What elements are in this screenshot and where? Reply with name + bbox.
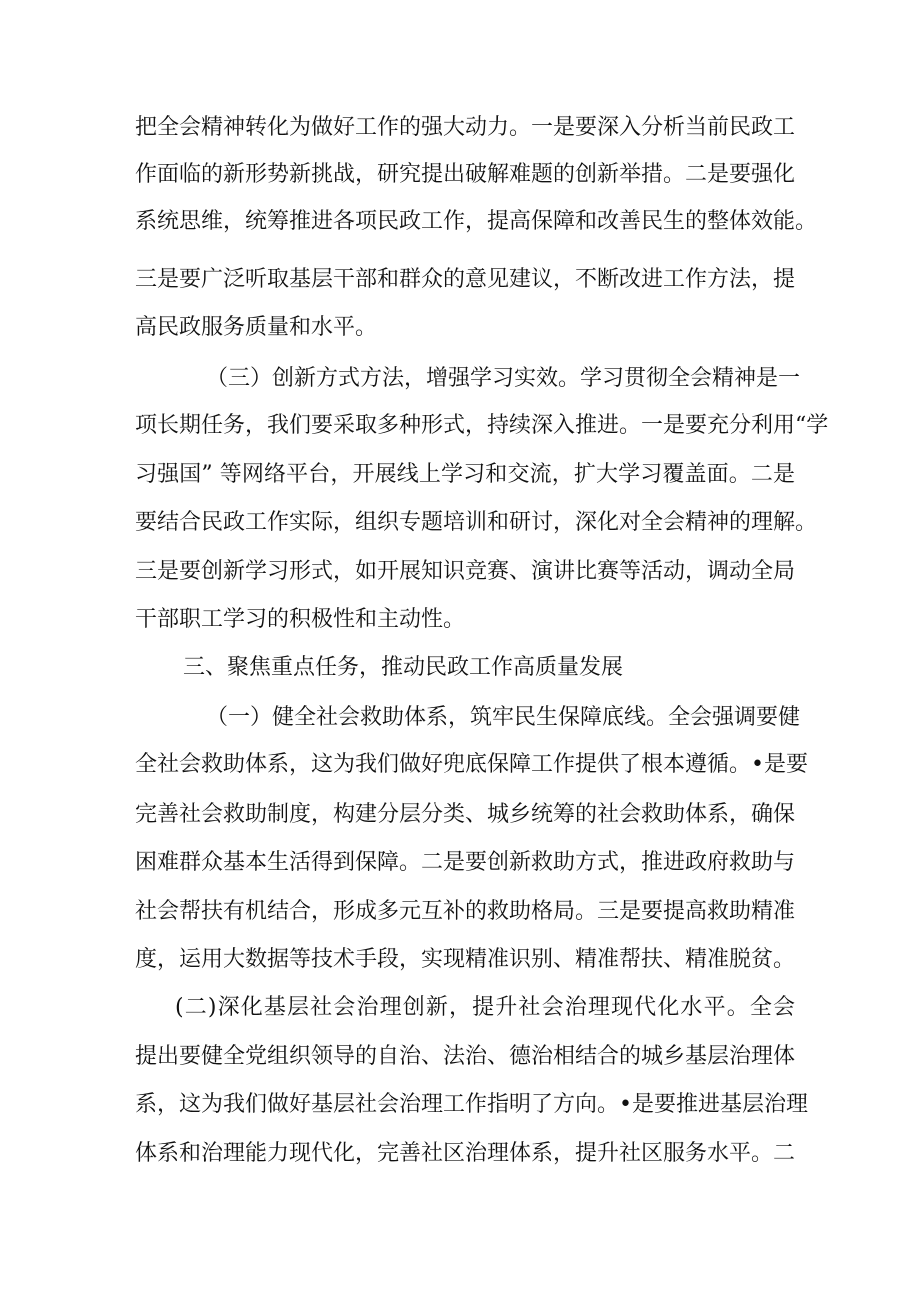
paragraph-line: 干部职工学习的积极性和主动性。 [135, 607, 466, 632]
paragraph-line: 困难群众基本生活得到保障。二是要创新救助方式，推进政府救助与 [135, 850, 796, 875]
paragraph-line: （一）健全社会救助体系，筑牢民生保障底线。全会强调要健 [206, 705, 801, 730]
paragraph-line: （三）创新方式方法，增强学习实效。学习贯彻全会精神是一 [206, 366, 801, 391]
section-heading: 三、聚焦重点任务，推动民政工作高质量发展 [183, 655, 624, 680]
paragraph-line: 提出要健全党组织领导的自治、法治、德治相结合的城乡基层治理体 [135, 1044, 796, 1069]
paragraph-line: 全社会救助体系，这为我们做好兜底保障工作提供了根本遵循。•是要 [135, 752, 808, 777]
paragraph-line: 完善社会救助制度，构建分层分类、城乡统筹的社会救助体系，确保 [135, 802, 796, 827]
paragraph-line: 把全会精神转化为做好工作的强大动力。一是要深入分析当前民政工 [135, 115, 796, 140]
paragraph-line: 习强国” 等网络平台，开展线上学习和交流，扩大学习覆盖面。二是 [135, 462, 795, 487]
paragraph-line: 系，这为我们做好基层社会治理工作指明了方向。•是要推进基层治理 [135, 1092, 808, 1117]
paragraph-line: 度，运用大数据等技术手段，实现精准识别、精准帮扶、精准脱贫。 [135, 947, 796, 972]
paragraph-line: 社会帮扶有机结合，形成多元互补的救助格局。三是要提高救助精准 [135, 899, 796, 924]
paragraph-line: 高民政服务质量和水平。 [135, 315, 378, 340]
paragraph-line: 三是要创新学习形式，如开展知识竞赛、演讲比赛等活动，调动全局 [135, 559, 796, 584]
paragraph-line: 项长期任务，我们要采取多种形式，持续深入推进。一是要充分利用“学 [135, 413, 829, 438]
paragraph-line: 作面临的新形势新挑战，研究提出破解难题的创新举措。二是要强化 [135, 162, 796, 187]
paragraph-line: 三是要广泛听取基层干部和群众的意见建议，不断改进工作方法，提 [135, 267, 796, 292]
paragraph-line: (二)深化基层社会治理创新，提升社会治理现代化水平。全会 [175, 995, 795, 1020]
paragraph-line: 系统思维，统筹推进各项民政工作，提高保障和改善民生的整体效能。 [135, 209, 818, 234]
paragraph-line: 要结合民政工作实际，组织专题培训和研讨，深化对全会精神的理解。 [135, 510, 818, 535]
paragraph-line: 体系和治理能力现代化，完善社区治理体系，提升社区服务水平。二 [135, 1141, 796, 1166]
